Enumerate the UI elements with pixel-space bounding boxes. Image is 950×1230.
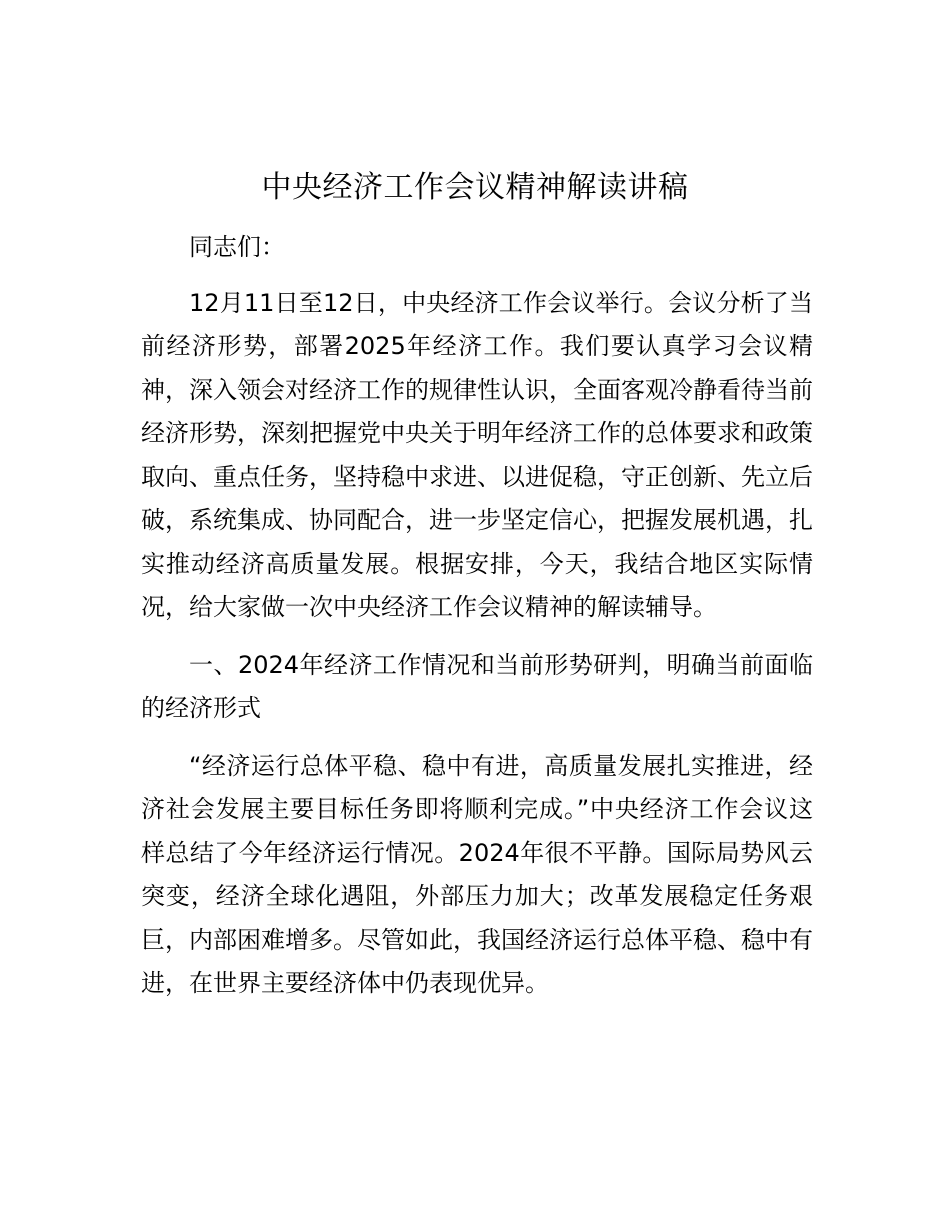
document-body: [141, 226, 813, 1020]
body-paragraph: “经济运行总体平稳、稳中有进，高质量发展扎实推进，经济社会发展主要目标任务即将顺利完成。”中央经济工作会议这样总结了今年经济运行情况。2024年很不平静。国际局势风云突变，经济全球化遇阻，外部压力加大；改革发展稳定任务艰巨，内部困难增多。尽管如此，我国经济运行总体平稳、稳中有进，在世界主要经济体中仍表现优异。: [141, 751, 813, 997]
section-heading: 一、2024年经济工作情况和当前形势研判，明确当前面临的经济形式: [141, 650, 813, 722]
greeting-line: 同志们：: [189, 233, 285, 261]
document-title: 中央经济工作会议精神解读讲稿: [261, 170, 689, 205]
intro-paragraph: 12月11日至12日，中央经济工作会议举行。会议分析了当前经济形势，部署2025年经济工作。我们要认真学习会议精神，深入领会对经济工作的规律性认识，全面客观冷静看待当前经济形势，深刻把握党中央关于明年经济工作的总体要求和政策取向、重点任务，坚持稳中求进、以进促稳，守正创新、先立后破，系统集成、协同配合，进一步坚定信心，把握发展机遇，扎实推动经济高质量发展。根据安排，今天，我结合地区实际情况，给大家做一次中央经济工作会议精神的解读辅导。: [141, 288, 813, 621]
